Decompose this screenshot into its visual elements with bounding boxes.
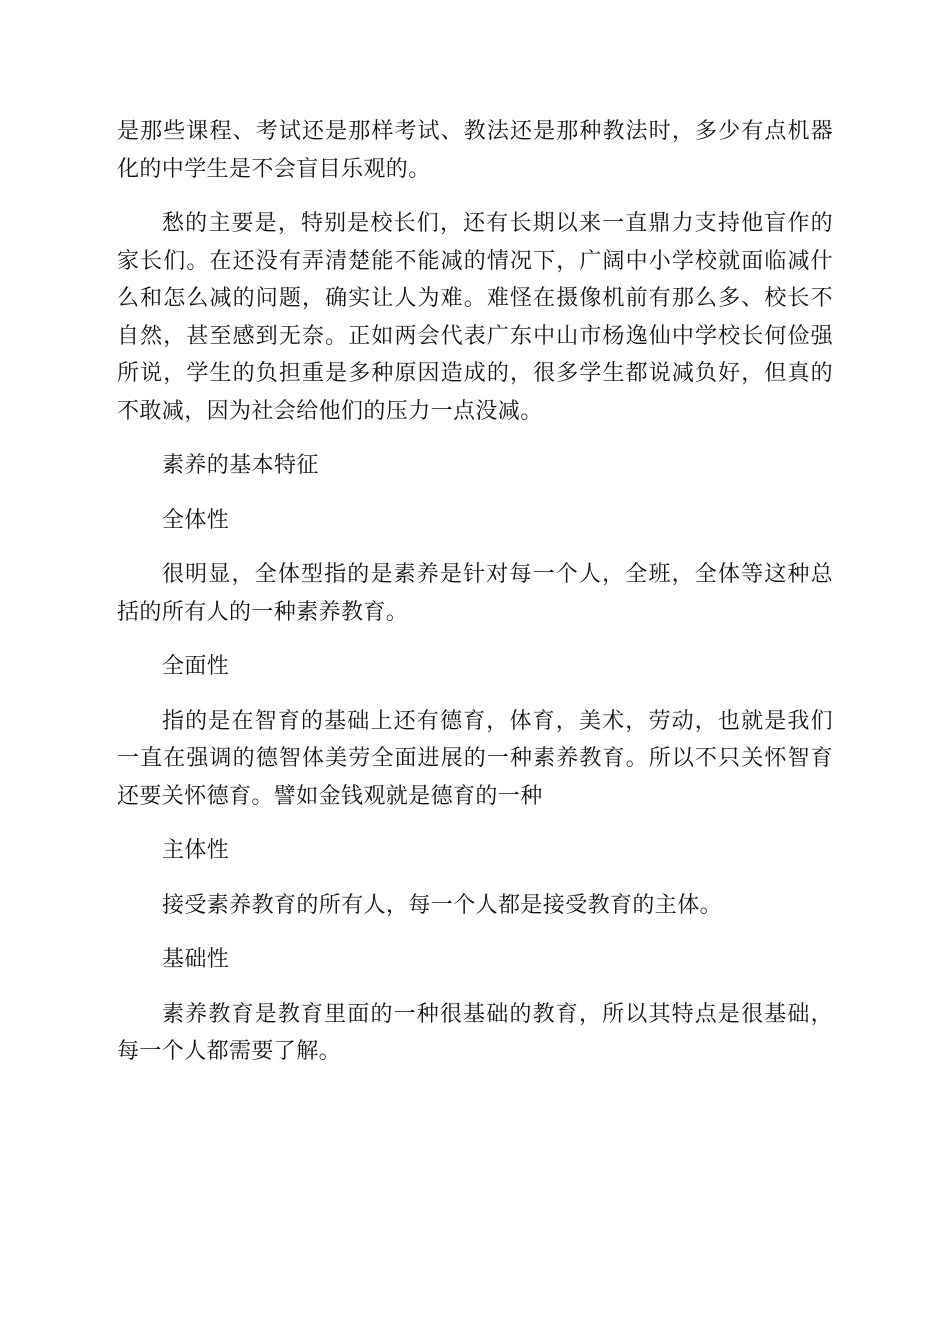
paragraph-principals: 愁的主要是，特别是校长们，还有长期以来一直鼎力支持他盲作的家长们。在还没有弄清楚能不能减的情况下，广阔中小学校就面临减什么和怎么减的问题，确实让人为难。难怪在摄像机前有那么多、校长不自然，甚至感到无奈。正如两会代表广东中山市杨逸仙中学校长何俭强所说，学生的负担重是多种原因造成的，很多学生都说减负好，但真的不敢减，因为社会给他们的压力一点没减。: [117, 211, 833, 424]
subheading-universality: 全体性: [162, 507, 230, 533]
paragraph-foundational: 素养教育是教育里面的一种很基础的教育，所以其特点是很基础，每一个人都需要了解。: [117, 1001, 833, 1064]
subheading-subjectivity: 主体性: [162, 838, 230, 863]
document-page: [117, 113, 833, 1088]
paragraph-continuation: 是那些课程、考试还是那样考试、教法还是那种教法时，多少有点机器化的中学生是不会盲目乐观的。: [117, 119, 833, 182]
subheading-comprehensiveness: 全面性: [162, 654, 230, 679]
section-heading-basic-features: 素养的基本特征: [162, 453, 319, 478]
paragraph-universality: 很明显，全体型指的是素养是针对每一个人，全班，全体等这种总括的所有人的一种素养教育。: [117, 562, 833, 625]
subheading-foundational: 基础性: [162, 947, 230, 972]
paragraph-subjectivity: 接受素养教育的所有人，每一个人都是接受教育的主体。: [162, 892, 723, 918]
paragraph-comprehensiveness: 指的是在智育的基础上还有德育，体育，美术，劳动，也就是我们一直在强调的德智体美劳全面进展的一种素养教育。所以不只关怀智育还要关怀德育。譬如金钱观就是德育的一种: [117, 708, 833, 809]
